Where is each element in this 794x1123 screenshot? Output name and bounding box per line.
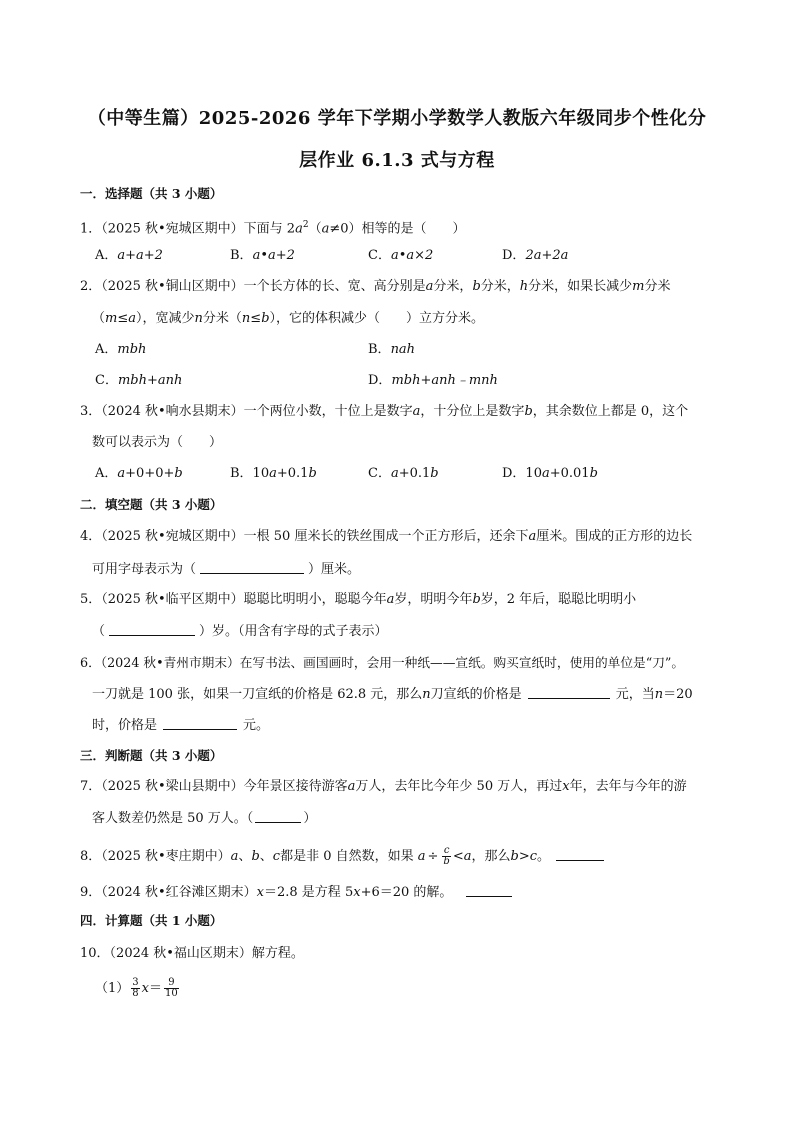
title-line-1: （中等生篇）2025-2026 学年下学期小学数学人教版六年级同步个性化分 bbox=[87, 108, 707, 129]
q3-option-b[interactable]: B．10a+0.1b bbox=[230, 466, 317, 481]
q3-option-c[interactable]: C．a+0.1b bbox=[368, 466, 439, 481]
q10-equation-1: （1） $\frac{3}{8}$ x＝ $\frac{9}{10}$ bbox=[95, 977, 178, 999]
q3-option-a[interactable]: A．a+0+0+b bbox=[95, 466, 183, 481]
question-4-line-1: 4．（2025 秋•宛城区期中）一根 50 厘米长的铁丝围成一个正方形后，还余下a厘米。围成的正方形的边长 bbox=[80, 529, 693, 544]
q1-option-b[interactable]: B．a•a+2 bbox=[230, 248, 295, 263]
question-5-line-1: 5．（2025 秋•临平区期中）聪聪比明明小，聪聪今年a岁，明明今年b岁，2 年后，聪聪比明明小 bbox=[80, 592, 637, 607]
question-3-line-1: 3．（2024 秋•响水县期末）一个两位小数，十位上是数字a，十分位上是数字b，其余数位上都是 0，这个 bbox=[80, 404, 689, 419]
q2-option-b[interactable]: B．nah bbox=[368, 342, 416, 357]
q2-option-d[interactable]: D．mbh+anh﹣mnh bbox=[368, 373, 498, 388]
q8-answer-blank[interactable] bbox=[556, 848, 604, 861]
section-fill: 二．填空题（共 3 小题） bbox=[80, 497, 223, 512]
section-judge: 三．判断题（共 3 小题） bbox=[80, 748, 223, 763]
q6-answer-blank-1[interactable] bbox=[528, 686, 610, 699]
fraction-9-10: $\frac{9}{10}$ bbox=[165, 977, 178, 999]
q1-option-a[interactable]: A．a+a+2 bbox=[95, 248, 163, 263]
q2-option-a[interactable]: A．mbh bbox=[95, 342, 147, 357]
q6-answer-blank-2[interactable] bbox=[163, 717, 237, 730]
q3-option-d[interactable]: D．10a+0.01b bbox=[502, 466, 598, 481]
title-line-2: 层作业 6.1.3 式与方程 bbox=[299, 150, 495, 171]
question-8: 8．（2025 秋•枣庄期中）a、b、c都是非 0 自然数，如果 a ÷ $\frac{c}{b}$ <a，那么b>c。 bbox=[80, 846, 604, 867]
question-10: 10．（2024 秋•福山区期末）解方程。 bbox=[80, 946, 304, 961]
question-6-line-2: 一刀就是 100 张，如果一刀宣纸的价格是 62.8 元，那么n刀宣纸的价格是 元，当n＝20 bbox=[92, 687, 693, 702]
question-3-line-2: 数可以表示为（ ） bbox=[92, 435, 223, 450]
q4-answer-blank[interactable] bbox=[200, 561, 304, 574]
question-2-line-1: 2．（2025 秋•铜山区期中）一个长方体的长、宽、高分别是a分米，b分米，h分米，如果长减少m分米 bbox=[80, 279, 671, 294]
q2-option-c[interactable]: C．mbh+anh bbox=[95, 373, 183, 388]
q1-option-c[interactable]: C．a•a×2 bbox=[368, 248, 434, 263]
question-4-line-2: 可用字母表示为（ ）厘米。 bbox=[92, 562, 361, 577]
q7-answer-blank[interactable] bbox=[255, 810, 301, 823]
question-7-line-1: 7．（2025 秋•梁山县期中）今年景区接待游客a万人，去年比今年少 50 万人，再过x年，去年与今年的游 bbox=[80, 779, 687, 794]
question-7-line-2: 客人数差仍然是 50 万人。（ ） bbox=[92, 811, 317, 826]
fraction-3-8: $\frac{3}{8}$ bbox=[132, 977, 139, 999]
question-2-line-2: （m≤a），宽减少n分米（n≤b），它的体积减少（ ）立方分米。 bbox=[92, 311, 485, 326]
question-6-line-1: 6．（2024 秋•青州市期末）在写书法、画国画时，会用一种纸——宣纸。购买宣纸时，使用的单位是“刀”。 bbox=[80, 655, 685, 670]
question-1: 1．（2025 秋•宛城区期中）下面与 $2a^2(a\ne 0)$相等的是（ ） bbox=[80, 220, 466, 237]
q5-answer-blank[interactable] bbox=[109, 623, 195, 636]
q1-option-d[interactable]: D．2a+2a bbox=[502, 248, 569, 263]
question-9: 9．（2024 秋•红谷滩区期末）x＝2.8 是方程 5x+6＝20 的解。 bbox=[80, 884, 512, 901]
section-calc: 四．计算题（共 1 小题） bbox=[80, 913, 223, 928]
q9-answer-blank[interactable] bbox=[466, 884, 512, 897]
section-choice: 一．选择题（共 3 小题） bbox=[80, 186, 223, 201]
q8-fraction: $\frac{c}{b}$ bbox=[443, 845, 450, 867]
question-5-line-2: （ ）岁。（用含有字母的式子表示） bbox=[92, 624, 388, 639]
question-6-line-3: 时，价格是 元。 bbox=[92, 718, 270, 733]
